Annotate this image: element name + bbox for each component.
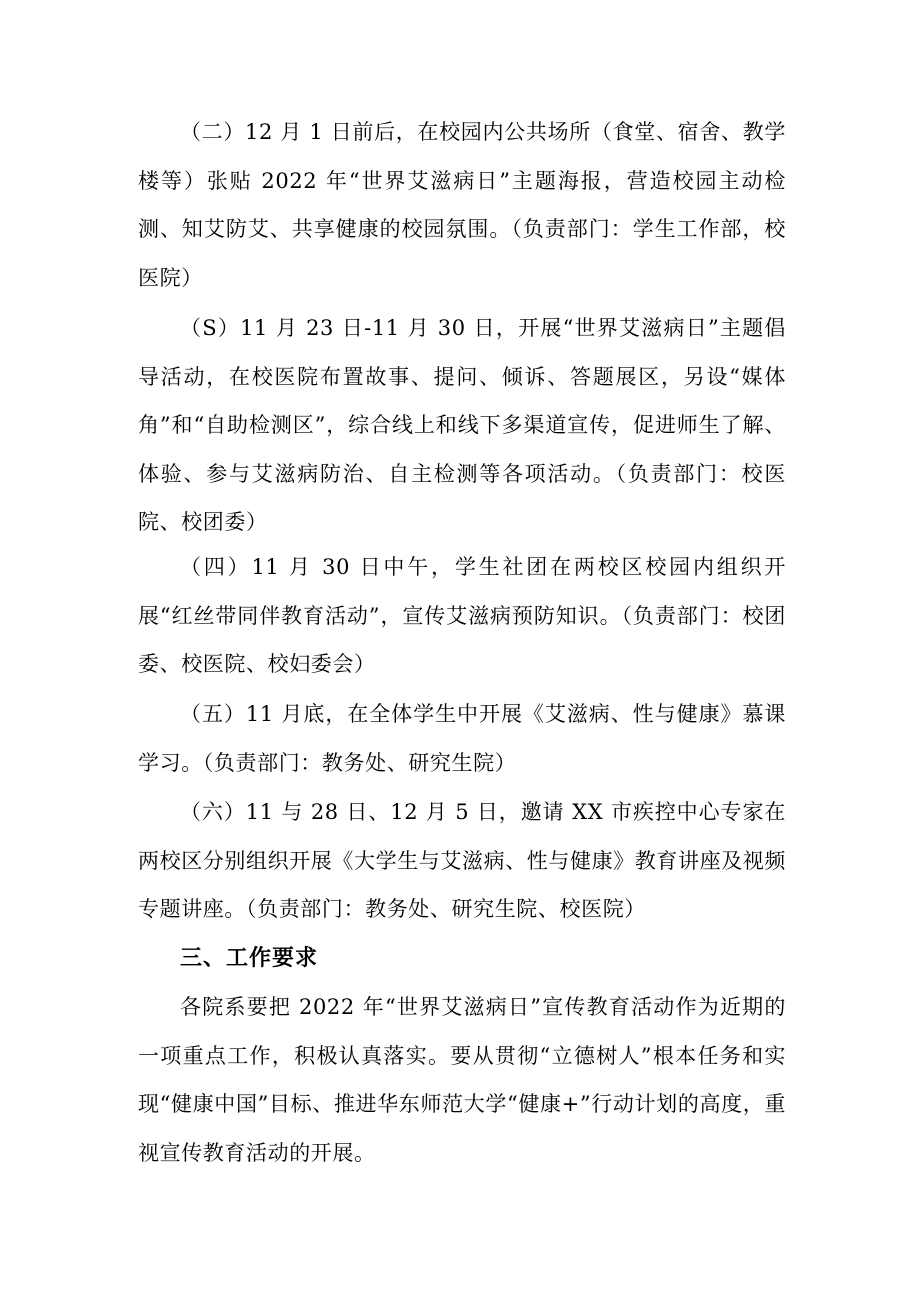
paragraph-item-2: （二）12 月 1 日前后，在校园内公共场所（食堂、宿舍、教学楼等）张贴 2022 年“世界艾滋病日”主题海报，营造校园主动检测、知艾防艾、共享健康的校园氛围。（负责部门：学生工作部，校医院）: [138, 120, 786, 290]
section-paragraph: 各院系要把 2022 年“世界艾滋病日”宣传教育活动作为近期的一项重点工作，积极认真落实。要从贯彻“立德树人”根本任务和实现“健康中国”目标、推进华东师范大学“健康+”行动计划的高度，重视宣传教育活动的开展。: [138, 995, 786, 1165]
paragraph-item-4: （四）11 月 30 日中午，学生社团在两校区校园内组织开展“红丝带同伴教育活动”，宣传艾滋病预防知识。（负责部门：校团委、校医院、校妇委会）: [138, 555, 786, 677]
section-heading: 三、工作要求: [180, 946, 319, 971]
paragraph-item-5: （五）11 月底，在全体学生中开展《艾滋病、性与健康》慕课学习。（负责部门：教务处、研究生院）: [138, 702, 786, 775]
paragraph-item-6: （六）11 与 28 日、12 月 5 日，邀请 XX 市疾控中心专家在两校区分别组织开展《大学生与艾滋病、性与健康》教育讲座及视频专题讲座。（负责部门：教务处、研究生院、校医院）: [138, 800, 786, 922]
paragraph-item-3: （S）11 月 23 日-11 月 30 日，开展“世界艾滋病日”主题倡导活动，在校医院布置故事、提问、倾诉、答题展区，另设“媒体角”和“自助检测区”，综合线上和线下多渠道宣传，促进师生了解、体验、参与艾滋病防治、自主检测等各项活动。（负责部门：校医院、校团委）: [138, 316, 786, 535]
